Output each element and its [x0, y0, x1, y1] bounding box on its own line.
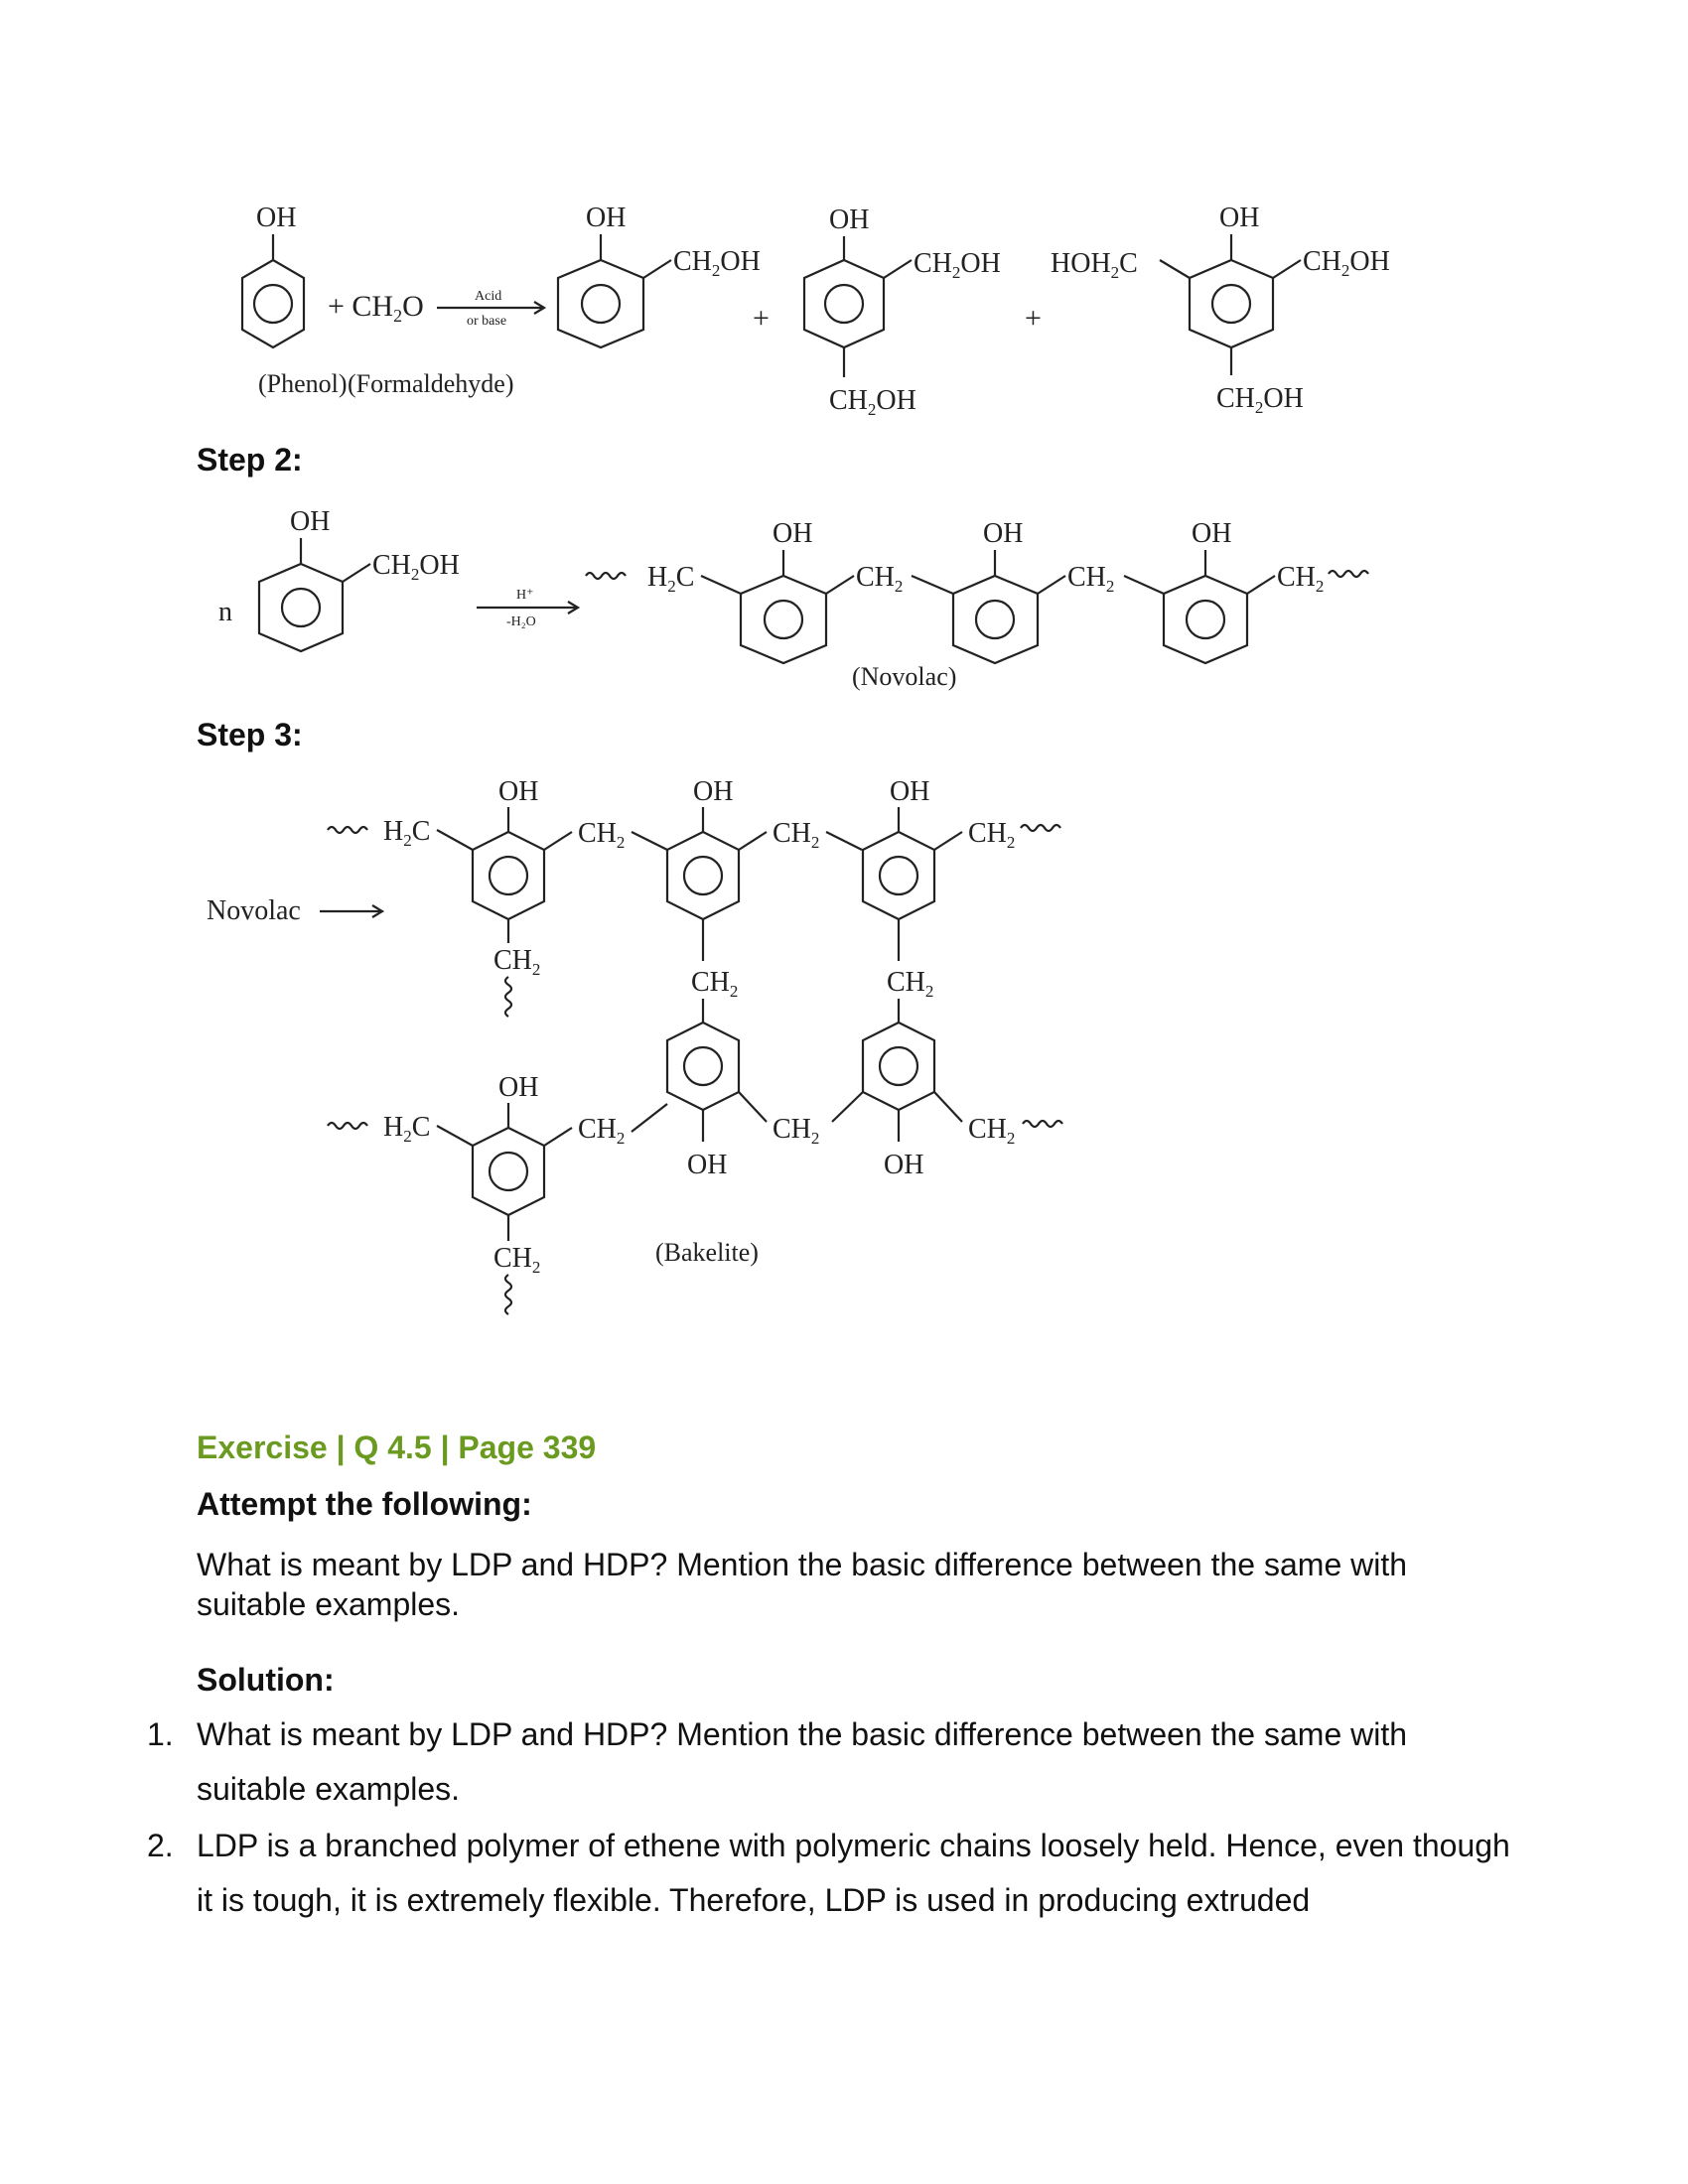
- step1-reaction-diagram: [0, 189, 1688, 437]
- svg-text:CH2: $CH_2$: [1277, 562, 1325, 596]
- product-ortho-para: [804, 205, 1001, 419]
- svg-text:CH2OH: $CH_2OH$: [1216, 383, 1304, 417]
- svg-text:OH: OH: [1219, 203, 1260, 233]
- svg-text:CH2OH: $CH_2OH$: [372, 550, 460, 584]
- svg-text:OH: OH: [290, 506, 331, 537]
- svg-text:H⁺: H⁺: [516, 588, 534, 603]
- solution-label: Solution:: [197, 1662, 335, 1698]
- product-ortho: [558, 203, 761, 347]
- question-text: What is meant by LDP and HDP? Mention the basic difference between the same with suitable examples.: [197, 1547, 1408, 1622]
- list-item: 1. What is meant by LDP and HDP? Mention the basic difference between the same with suitable examples.: [147, 1716, 1408, 1807]
- step3-label: Step 3:: [197, 717, 303, 752]
- svg-text:CH2: $CH_2$: [773, 818, 820, 852]
- svg-text:OH: OH: [687, 1150, 728, 1180]
- svg-text:H2C: $H_2C$: [647, 562, 695, 596]
- svg-text:CH2OH: $CH_2OH$: [673, 246, 761, 280]
- formaldehyde-formula: + $CH_2O$: [328, 290, 424, 326]
- attempt-heading: Attempt the following:: [197, 1486, 532, 1522]
- svg-text:OH: OH: [829, 205, 870, 235]
- bakelite-label: (Bakelite): [655, 1238, 759, 1267]
- bakelite-crosslinks: [493, 919, 933, 1023]
- novolac-chain: [586, 518, 1368, 691]
- step3-bakelite-diagram: [0, 769, 1688, 1340]
- svg-text:CH2: $CH_2$: [578, 818, 626, 852]
- oh-label: OH: [256, 203, 297, 233]
- svg-text:OH: OH: [773, 518, 813, 549]
- svg-text:OH: OH: [586, 203, 627, 233]
- svg-text:OH: OH: [884, 1150, 924, 1180]
- svg-text:or base: or base: [467, 314, 507, 329]
- step2-reaction-diagram: [0, 496, 1688, 705]
- reaction-arrow: [437, 289, 544, 329]
- svg-text:CH2OH: $CH_2OH$: [914, 248, 1001, 282]
- step2-label: Step 2:: [197, 442, 303, 478]
- bakelite-top-chain: [328, 776, 1060, 919]
- svg-text:OH: OH: [498, 776, 539, 807]
- svg-text:CH2: $CH_2$: [856, 562, 904, 596]
- solution-list: [0, 1707, 1688, 1930]
- formaldehyde-label: (Formaldehyde): [348, 369, 514, 398]
- phenol-label: (Phenol): [258, 369, 348, 398]
- svg-text:H2C: $H_2C$: [383, 816, 431, 850]
- reaction-arrow: [477, 588, 578, 629]
- svg-text:CH2OH: $CH_2OH$: [829, 385, 916, 419]
- svg-text:CH2OH: $CH_2OH$: [1303, 246, 1390, 280]
- svg-text:OH: OH: [498, 1072, 539, 1103]
- svg-text:HOH2C: $HOH_2C$: [1051, 248, 1138, 282]
- svg-text:CH2: $CH_2$: [691, 967, 739, 1001]
- svg-text:OH: OH: [890, 776, 930, 807]
- svg-text:CH2: $CH_2$: [773, 1114, 820, 1148]
- exercise-heading: Exercise | Q 4.5 | Page 339: [197, 1430, 597, 1465]
- svg-text:Acid: Acid: [475, 289, 502, 304]
- monomer-structure: [259, 506, 460, 651]
- svg-text:H2C: $H_2C$: [383, 1112, 431, 1146]
- plus-sign: +: [753, 302, 770, 335]
- novolac-start-label: Novolac: [207, 895, 301, 926]
- svg-text:CH2: $CH_2$: [493, 945, 541, 979]
- svg-text:OH: OH: [1192, 518, 1232, 549]
- n-label: n: [218, 597, 232, 627]
- list-item: 2. LDP is a branched polymer of ethene with polymeric chains loosely held. Hence, even though it is tough, it is extremely flexible. Therefore, LDP is used in producing extruded: [147, 1828, 1510, 1918]
- svg-text:CH2: $CH_2$: [887, 967, 934, 1001]
- svg-text:CH2: $CH_2$: [968, 1114, 1016, 1148]
- svg-text:OH: OH: [983, 518, 1024, 549]
- product-trisubstituted: [1051, 203, 1390, 417]
- svg-text:CH2: $CH_2$: [1067, 562, 1115, 596]
- svg-text:CH2: $CH_2$: [578, 1114, 626, 1148]
- plus-sign: +: [1025, 302, 1042, 335]
- svg-text:OH: OH: [693, 776, 734, 807]
- svg-text:-H₂O: -H₂O: [506, 614, 536, 629]
- novolac-label: (Novolac): [852, 662, 957, 691]
- bakelite-bottom-chain: [328, 1023, 1062, 1314]
- svg-text:CH2: $CH_2$: [493, 1243, 541, 1277]
- svg-text:CH2: $CH_2$: [968, 818, 1016, 852]
